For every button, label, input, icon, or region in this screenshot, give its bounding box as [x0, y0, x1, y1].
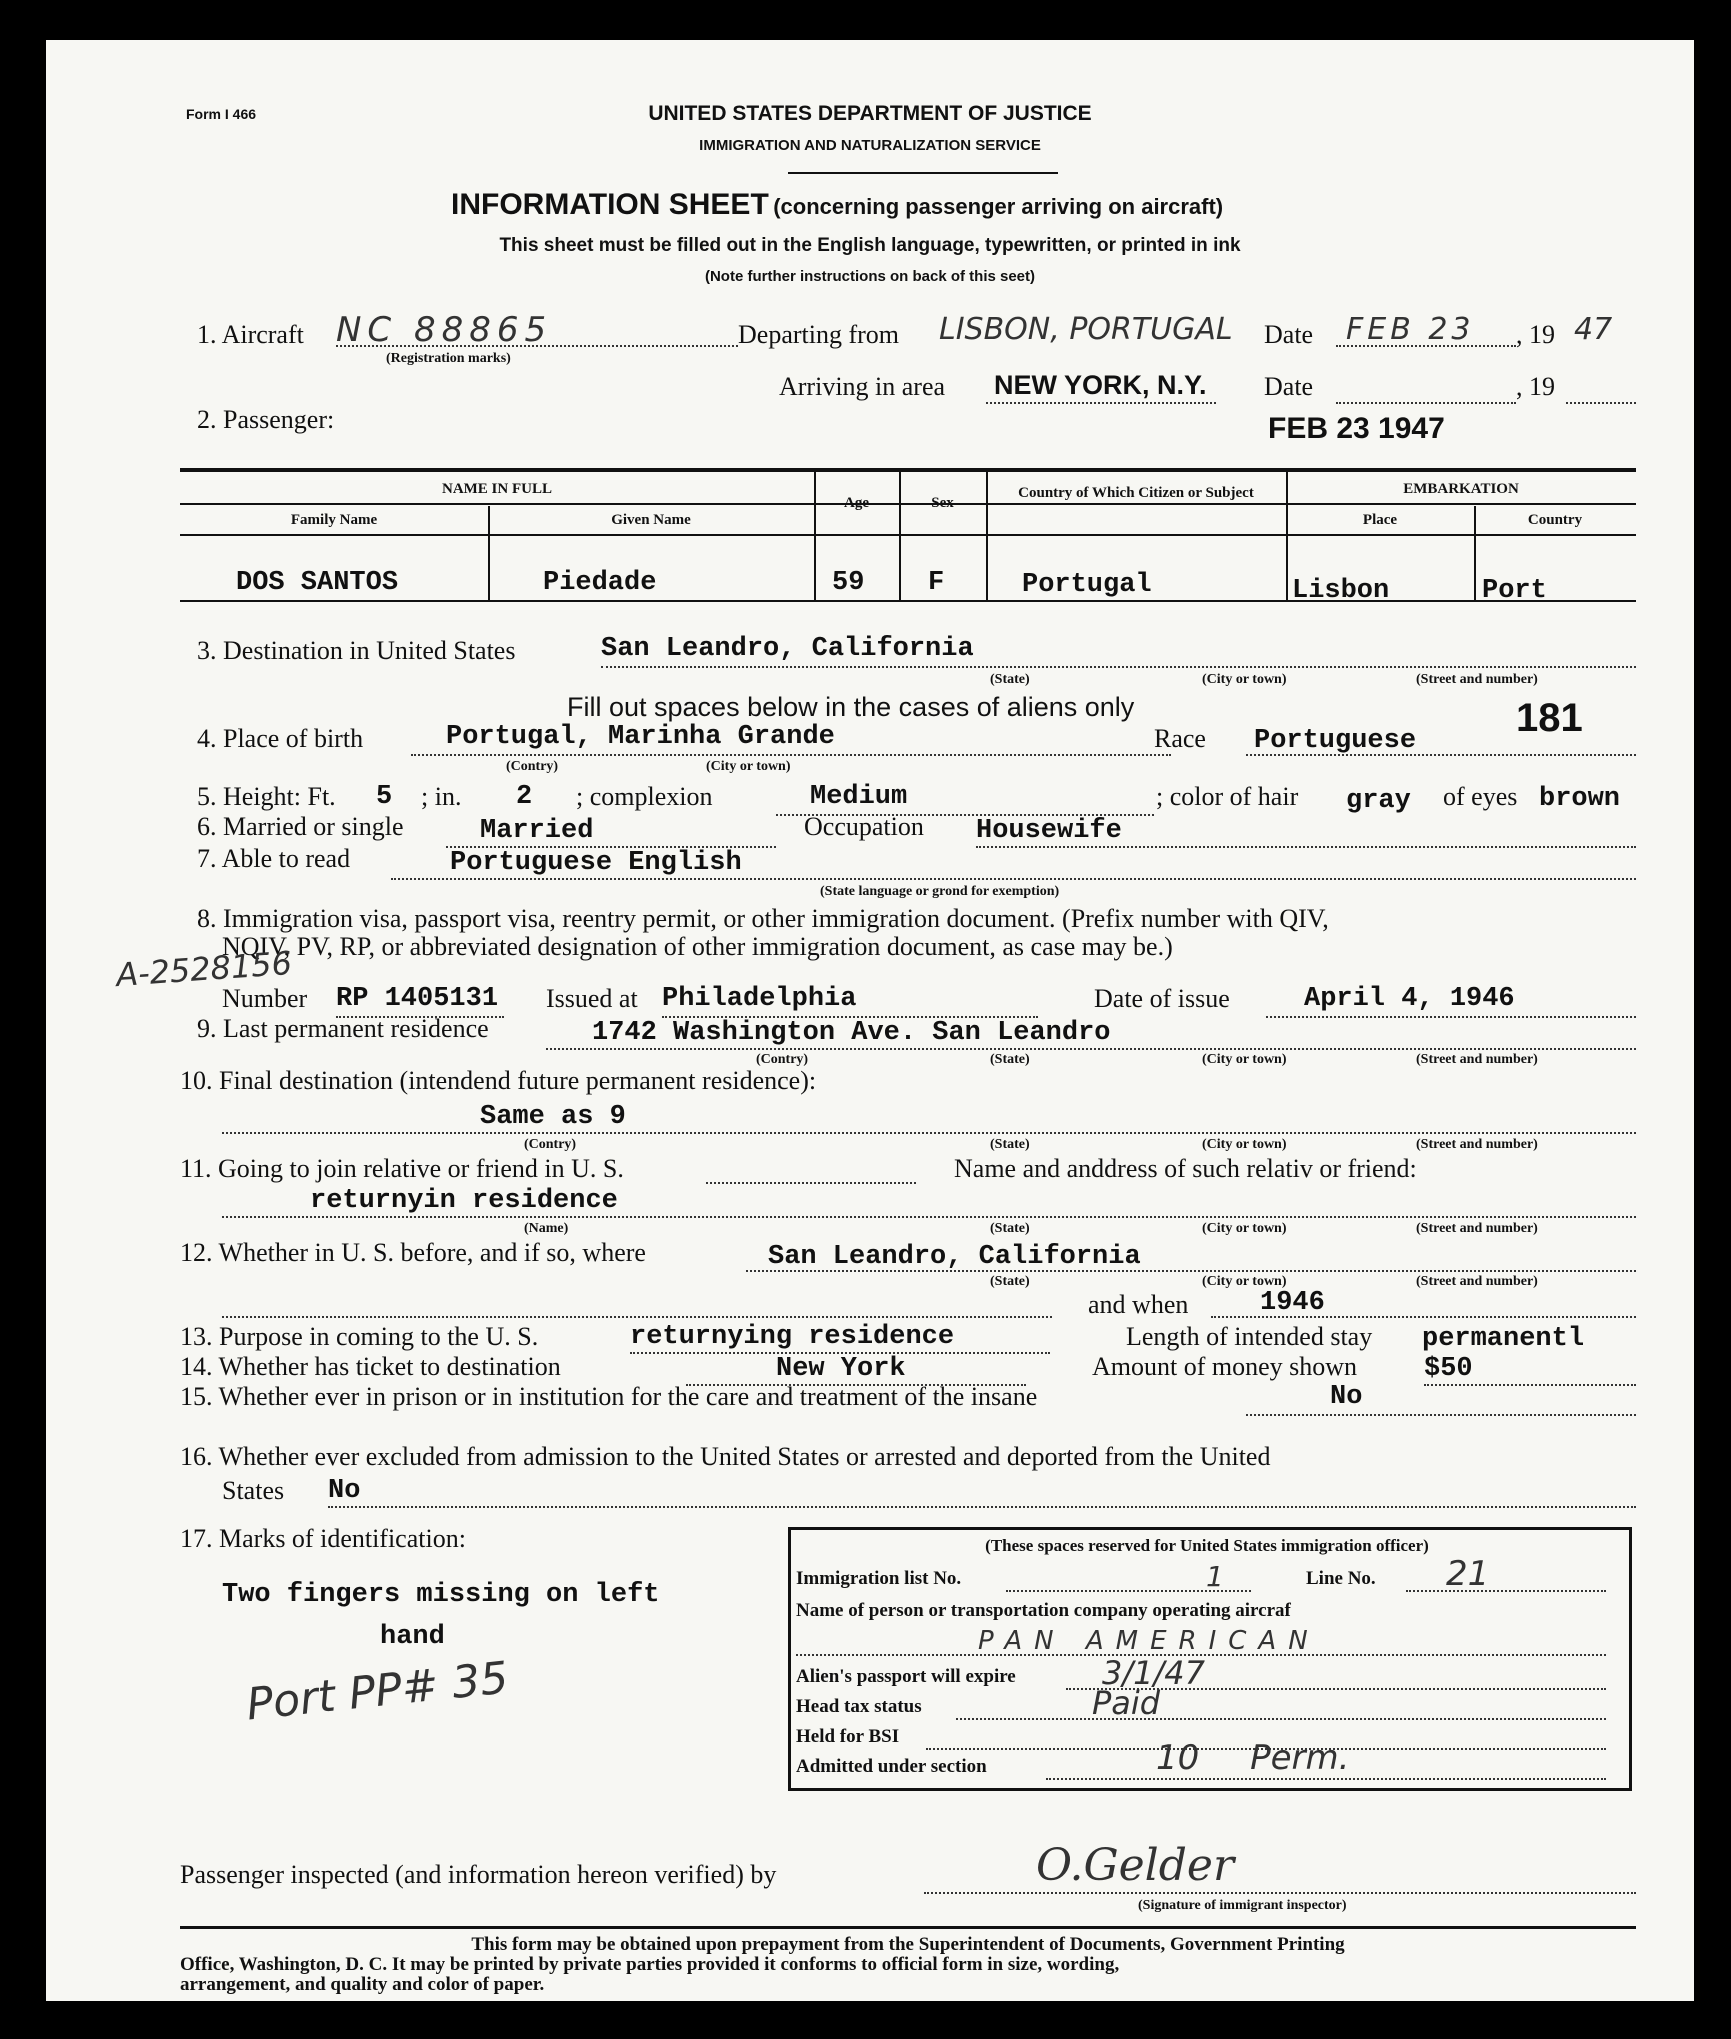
q10-sub-country: (Contry) — [524, 1137, 577, 1152]
race-line — [1246, 754, 1636, 756]
table-rule-3 — [180, 600, 1636, 602]
footer-rule — [180, 1926, 1636, 1929]
q3-sub-city: (City or town) — [1202, 672, 1287, 687]
embark-country-value: Port — [1482, 576, 1547, 606]
th-sex: Sex — [931, 495, 954, 511]
citizen-value: Portugal — [1022, 570, 1152, 600]
th-given-name: Given Name — [611, 512, 691, 528]
arrival-stamp-date: FEB 23 1947 — [1268, 412, 1445, 445]
hair-value: gray — [1346, 786, 1411, 816]
q3-label: 3. Destination in United States — [197, 636, 516, 665]
official-header: (These spaces reserved for United States immigration officer) — [985, 1536, 1429, 1555]
arrival-year-prefix: , 19 — [1516, 372, 1555, 401]
q17-value-line2: hand — [380, 1622, 445, 1652]
q10-value: Same as 9 — [480, 1102, 626, 1132]
passport-value: 3/1/47 — [1102, 1654, 1205, 1692]
line-label: Line No. — [1306, 1568, 1376, 1589]
q14-label: 14. Whether has ticket to destination — [180, 1352, 561, 1381]
money-label: Amount of money shown — [1092, 1352, 1358, 1381]
year-prefix: , 19 — [1516, 320, 1555, 349]
q13-label: 13. Purpose in coming to the U. S. — [180, 1322, 539, 1351]
table-top-rule — [180, 468, 1636, 472]
inspected-label: Passenger inspected (and information hereon verified) by — [180, 1860, 777, 1889]
aircraft-sub: (Registration marks) — [386, 351, 511, 366]
purpose-value: returnying residence — [630, 1322, 955, 1352]
departing-label: Departing from — [738, 320, 900, 349]
date-label: Date — [1264, 320, 1314, 349]
q11-value: returnyin residence — [310, 1186, 618, 1216]
th-place: Place — [1362, 512, 1398, 528]
admitted-line — [1046, 1778, 1606, 1780]
q10-sub-street: (Street and number) — [1416, 1137, 1538, 1152]
date-line — [1336, 345, 1516, 347]
list-value: 1 — [1206, 1560, 1224, 1593]
q4-label: 4. Place of birth — [197, 724, 364, 753]
table-col-4 — [986, 471, 988, 602]
sheet-title-sub: (concerning passenger arriving on aircraft) — [773, 194, 1224, 219]
aircraft-value: NC 88865 — [336, 310, 553, 350]
q9-sub-state: (State) — [990, 1052, 1030, 1067]
footer-line2: Office, Washington, D. C. It may be printed by private parties provided it conforms to official form in size, wording, — [180, 1954, 1120, 1975]
instruction-text: This sheet must be filled out in the English language, typewritten, or printed in ink — [499, 235, 1241, 256]
q7-sub: (State language or gro​nd for exemption) — [820, 884, 1060, 899]
arrival-date-line — [1336, 402, 1516, 404]
admitted-value: 10 Perm. — [1156, 1738, 1350, 1778]
height-ft-value: 5 — [376, 782, 393, 812]
q9-sub-country: (Contry) — [756, 1052, 809, 1067]
arriving-label: Arriving in area — [779, 372, 946, 401]
q5-label: 5. Height: Ft. — [197, 782, 336, 811]
ticket-value: New York — [776, 1354, 906, 1384]
table-rule-2 — [180, 534, 1636, 536]
married-value: Married — [480, 816, 594, 846]
q11-sub-state: (State) — [990, 1221, 1030, 1236]
list-label: Immigration list No. — [796, 1568, 962, 1589]
q4-line — [411, 754, 1171, 756]
race-label: Race — [1154, 724, 1206, 753]
q4-value: Portugal, Marinha Grande — [446, 722, 835, 752]
q11-label: 11. Going to join relative or friend in U. S. — [180, 1154, 624, 1183]
q12-sub-city: (City or town) — [1202, 1274, 1287, 1289]
occupation-value: Housewife — [976, 816, 1122, 846]
company-value: PAN AMERICAN — [978, 1626, 1320, 1656]
footer-line3: arrangement, and quality and color of paper. — [180, 1974, 545, 1995]
read-value: Portuguese English — [450, 848, 742, 878]
admitted-label: Admitted under section — [796, 1756, 987, 1777]
eyes-label: of eyes — [1443, 782, 1518, 811]
note-text: (Note further instructions on back of this seet) — [704, 268, 1036, 285]
q16-line1: 16. Whether ever excluded from admission to the United States or arrested and deported from the United — [180, 1442, 1271, 1471]
number-label: Number — [222, 984, 308, 1013]
aircraft-label: 1. Aircraft — [197, 320, 304, 349]
departing-value: LISBON, PORTUGAL — [939, 312, 1233, 347]
form-sheet — [46, 40, 1694, 2001]
q16-value: No — [328, 1476, 361, 1506]
q15-label: 15. Whether ever in prison or in institution for the care and treatment of the insane — [180, 1382, 1038, 1411]
q12-label: 12. Whether in U. S. before, and if so, where — [180, 1238, 646, 1267]
when-line — [1211, 1316, 1636, 1318]
form-number: Form I 466 — [186, 106, 257, 122]
given-name-value: Piedade — [543, 568, 657, 598]
q4-sub-country: (Contry) — [506, 759, 559, 774]
q8-line1: 8. Immigration visa, passport visa, reentry permit, or other immigration document. (Prefix number with QIV, — [197, 904, 1329, 933]
height-in-label: ; in. — [421, 782, 462, 811]
q12-line-b — [222, 1316, 1052, 1318]
when-value: 1946 — [1260, 1288, 1325, 1318]
th-age: Age — [844, 495, 869, 511]
aircraft-line — [336, 345, 738, 347]
q3-sub-street: (Street and number) — [1416, 672, 1538, 687]
race-value: Portuguese — [1254, 726, 1417, 756]
inspector-signature: O.Gelder — [1036, 1840, 1234, 1891]
q15-value: No — [1330, 1382, 1363, 1412]
company-label: Name of person or transportation company operating aircraf — [796, 1600, 1291, 1621]
bsi-label: Held for BSI — [796, 1726, 900, 1747]
arrival-date-label: Date — [1264, 372, 1314, 401]
q11-sub-name: (Name) — [524, 1221, 569, 1236]
family-name-value: DOS SANTOS — [236, 568, 399, 598]
q12-value: San Leandro, California — [768, 1242, 1141, 1272]
complexion-label: ; complexion — [576, 782, 713, 811]
complexion-value: Medium — [810, 782, 908, 812]
issued-value: Philadelphia — [662, 984, 857, 1014]
q17-value-line1: Two fingers missing on left — [222, 1580, 660, 1610]
signature-sub: (Signature of immigrant inspector) — [1138, 1898, 1347, 1913]
issued-label: Issued at — [546, 984, 638, 1013]
q7-label: 7. Able to read — [197, 844, 351, 873]
th-country: Country — [1527, 512, 1583, 528]
table-col-2 — [814, 471, 816, 602]
passport-label: Alien's passport will expire — [796, 1666, 1016, 1687]
money-value: $50 — [1424, 1354, 1473, 1384]
when-label: and when — [1088, 1290, 1189, 1319]
department-title: UNITED STATES DEPARTMENT OF JUSTICE — [648, 102, 1092, 125]
aliens-note: Fill out spaces below in the cases of aliens only — [567, 692, 1135, 722]
money-line — [1424, 1384, 1636, 1386]
q10-sub-state: (State) — [990, 1137, 1030, 1152]
q12-sub-street: (Street and number) — [1416, 1274, 1538, 1289]
age-value: 59 — [832, 568, 865, 598]
q12-sub-state: (State) — [990, 1274, 1030, 1289]
headtax-line — [956, 1718, 1606, 1720]
q11-line-b — [222, 1216, 1636, 1218]
line-value: 21 — [1446, 1554, 1490, 1594]
q8-line2: NQIV, PV, RP, or abbreviated designation of other immigration document, as case may be.) — [222, 932, 1173, 961]
inspector-line — [924, 1892, 1636, 1894]
th-country-citizen: Country of Which Citizen or Subject — [1018, 485, 1254, 501]
stamp-number: 181 — [1516, 696, 1583, 740]
table-col-3 — [899, 471, 901, 602]
q3-sub-state: (State) — [990, 672, 1030, 687]
departure-date-value: FEB 23 — [1346, 312, 1475, 347]
arrival-year-line — [1566, 402, 1636, 404]
stay-value: permanentl — [1422, 1324, 1585, 1354]
q10-label: 10. Final destination (intendend future permanent residence): — [180, 1066, 817, 1095]
stay-label: Length of intended stay — [1126, 1322, 1373, 1351]
document-number: RP 1405131 — [336, 984, 499, 1014]
q17-label: 17. Marks of identification: — [180, 1524, 466, 1553]
q15-line — [1246, 1414, 1636, 1416]
q11-sub-city: (City or town) — [1202, 1221, 1287, 1236]
handwritten-passport-note: Port PP# 35 — [244, 1652, 511, 1731]
issue-date-value: April 4, 1946 — [1304, 984, 1515, 1014]
arriving-line — [986, 402, 1216, 404]
height-in-value: 2 — [516, 782, 533, 812]
sex-value: F — [928, 568, 945, 598]
occupation-label: Occupation — [804, 812, 924, 841]
headtax-label: Head tax status — [796, 1696, 922, 1717]
occupation-line — [976, 846, 1636, 848]
th-embarkation: EMBARKATION — [1403, 481, 1519, 497]
th-family-name: Family Name — [290, 512, 378, 528]
footer-line1: This form may be obtained upon prepayment from the Superintendent of Documents, Government Printing — [471, 1934, 1345, 1955]
q9-label: 9. Last permanent residence — [197, 1014, 489, 1043]
line-line — [1406, 1590, 1606, 1592]
q3-line — [601, 666, 1636, 668]
q9-sub-street: (Street and number) — [1416, 1052, 1538, 1067]
passenger-label: 2. Passenger: — [197, 405, 335, 434]
read-line — [391, 878, 1636, 880]
q16-line — [328, 1506, 1636, 1508]
issue-date-label: Date of issue — [1094, 984, 1230, 1013]
sheet-title — [451, 188, 1223, 222]
arriving-value: NEW YORK, N.Y. — [994, 370, 1207, 400]
year-value: 47 — [1574, 312, 1613, 347]
q11-line-a — [706, 1182, 916, 1184]
q16-line2: States — [222, 1476, 285, 1505]
service-title: IMMIGRATION AND NATURALIZATION SERVICE — [699, 137, 1041, 154]
issue-date-line — [1266, 1016, 1636, 1018]
q3-value: San Leandro, California — [601, 634, 974, 664]
q11-label2: Name and anddress of such relativ or friend: — [954, 1154, 1417, 1183]
q10-sub-city: (City or town) — [1202, 1137, 1287, 1152]
headtax-value: Paid — [1092, 1684, 1161, 1722]
q10-line — [222, 1132, 1636, 1134]
q4-sub-city: (City or town) — [706, 759, 791, 774]
eyes-value: brown — [1539, 784, 1621, 814]
embark-place-value: Lisbon — [1292, 576, 1390, 606]
hair-label: ; color of hair — [1156, 782, 1299, 811]
header-rule — [788, 172, 1058, 174]
sheet-title-main: INFORMATION SHEET — [451, 188, 769, 221]
q9-value: 1742 Washington Ave. San Leandro — [592, 1018, 1111, 1048]
q11-sub-street: (Street and number) — [1416, 1221, 1538, 1236]
q12-line — [746, 1270, 1636, 1272]
q6-label: 6. Married or single — [197, 812, 404, 841]
q9-line — [546, 1048, 1636, 1050]
handwritten-a-number: A-2528156 — [114, 943, 294, 995]
q9-sub-city: (City or town) — [1202, 1052, 1287, 1067]
th-name-in-full: NAME IN FULL — [441, 481, 552, 497]
